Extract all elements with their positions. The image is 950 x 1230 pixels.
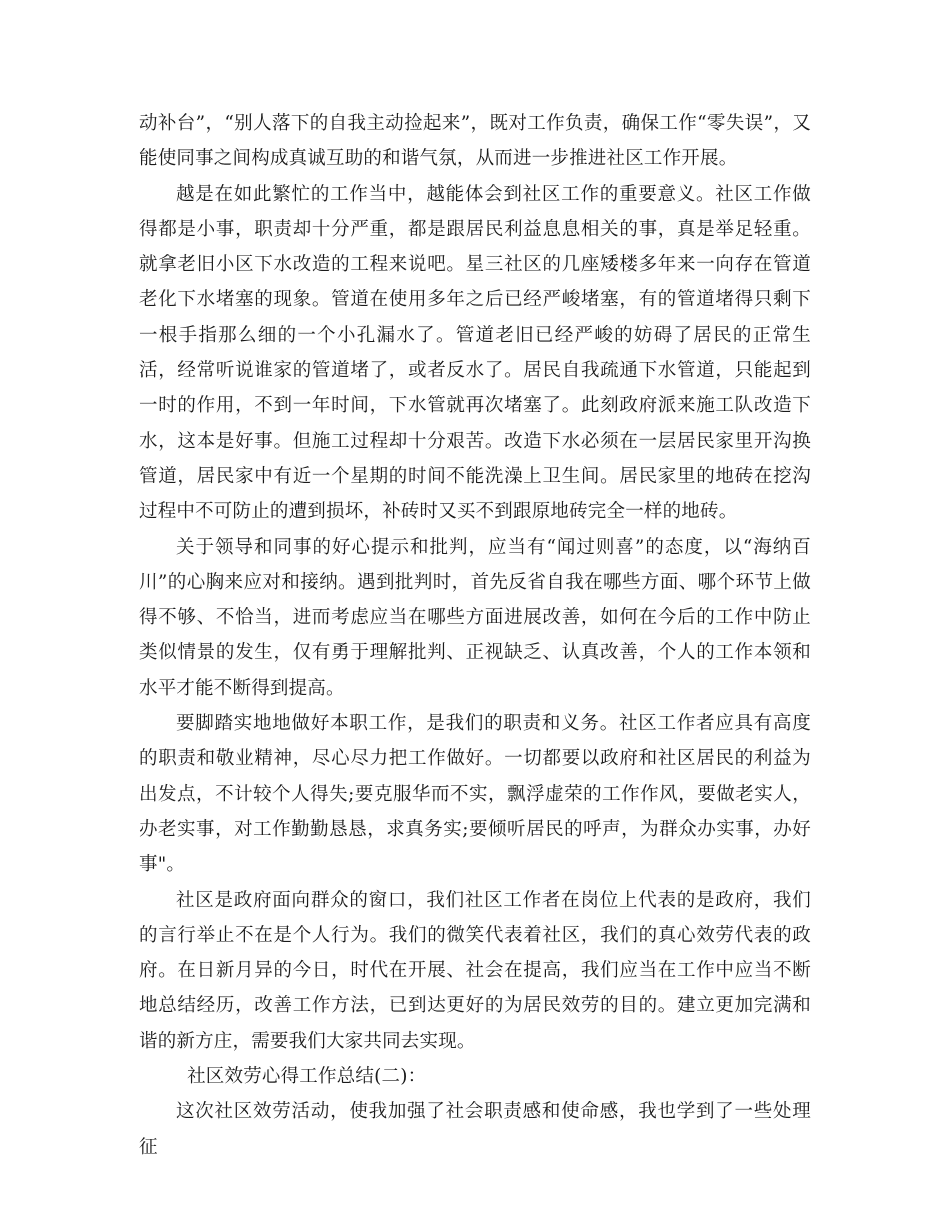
paragraph-community-window: 社区是政府面向群众的窗口，我们社区工作者在岗位上代表的是政府，我们的言行举止不在是个人行为。我们的微笑代表着社区，我们的真心效劳代表的政府。在日新月异的今日，时代在开展、社会在提高，我们应当在工作中应当不断地总结经历，改善工作方法，已到达更好的为居民效劳的目的。建立更加完满和谐的新方庄，需要我们大家共同去实现。 <box>139 889 811 1052</box>
section-heading: 社区效劳心得工作总结(二)： <box>187 1066 427 1088</box>
document-body <box>139 106 811 1165</box>
paragraph-drainage-renovation: 越是在如此繁忙的工作当中，越能体会到社区工作的重要意义。社区工作做得都是小事，职责却十分严重，都是跟居民利益息息相关的事，真是举足轻重。就拿老旧小区下水改造的工程来说吧。星三社区的几座矮楼多年来一向存在管道老化下水堵塞的现象。管道在使用多年之后已经严峻堵塞，有的管道堵得只剩下一根手指那么细的一个小孔漏水了。管道老旧已经严峻的妨碍了居民的正常生活，经常听说谁家的管道堵了，或者反水了。居民自我疏通下水管道，只能起到一时的作用，不到一年时间，下水管就再次堵塞了。此刻政府派来施工队改造下水，这本是好事。但施工过程却十分艰苦。改造下水必须在一层居民家里开沟换管道，居民家中有近一个星期的时间不能洗澡上卫生间。居民家里的地砖在挖沟过程中不可防止的遭到损坏，补砖时又买不到跟原地砖完全一样的地砖。 <box>139 183 811 523</box>
paragraph-duty-and-dedication: 要脚踏实地地做好本职工作，是我们的职责和义务。社区工作者应具有高度的职责和敬业精神，尽心尽力把工作做好。一切都要以政府和社区居民的利益为出发点，不计较个人得失;要克服华而不实，飘浮虚荣的工作作风，要做老实人，办老实事，对工作勤勤恳恳，求真务实;要倾听居民的呼声，为群众办实事，办好事"。 <box>139 713 811 876</box>
paragraph-continuation: 动补台”，“别人落下的自我主动捡起来”，既对工作负责，确保工作“零失误”，又能使同事之间构成真诚互助的和谐气氛，从而进一步推进社区工作开展。 <box>139 113 811 170</box>
paragraph-service-activity: 这次社区效劳活动，使我加强了社会职责感和使命感，我也学到了一些处理征 <box>139 1101 811 1158</box>
paragraph-accepting-criticism: 关于领导和同事的好心提示和批判，应当有“闻过则喜”的态度，以“海纳百川”的心胸来应对和接纳。遇到批判时，首先反省自我在哪些方面、哪个环节上做得不够、不恰当，进而考虑应当在哪些方面进展改善，如何在今后的工作中防止类似情景的发生，仅有勇于理解批判、正视缺乏、认真改善，个人的工作本领和水平才能不断得到提高。 <box>139 536 811 699</box>
